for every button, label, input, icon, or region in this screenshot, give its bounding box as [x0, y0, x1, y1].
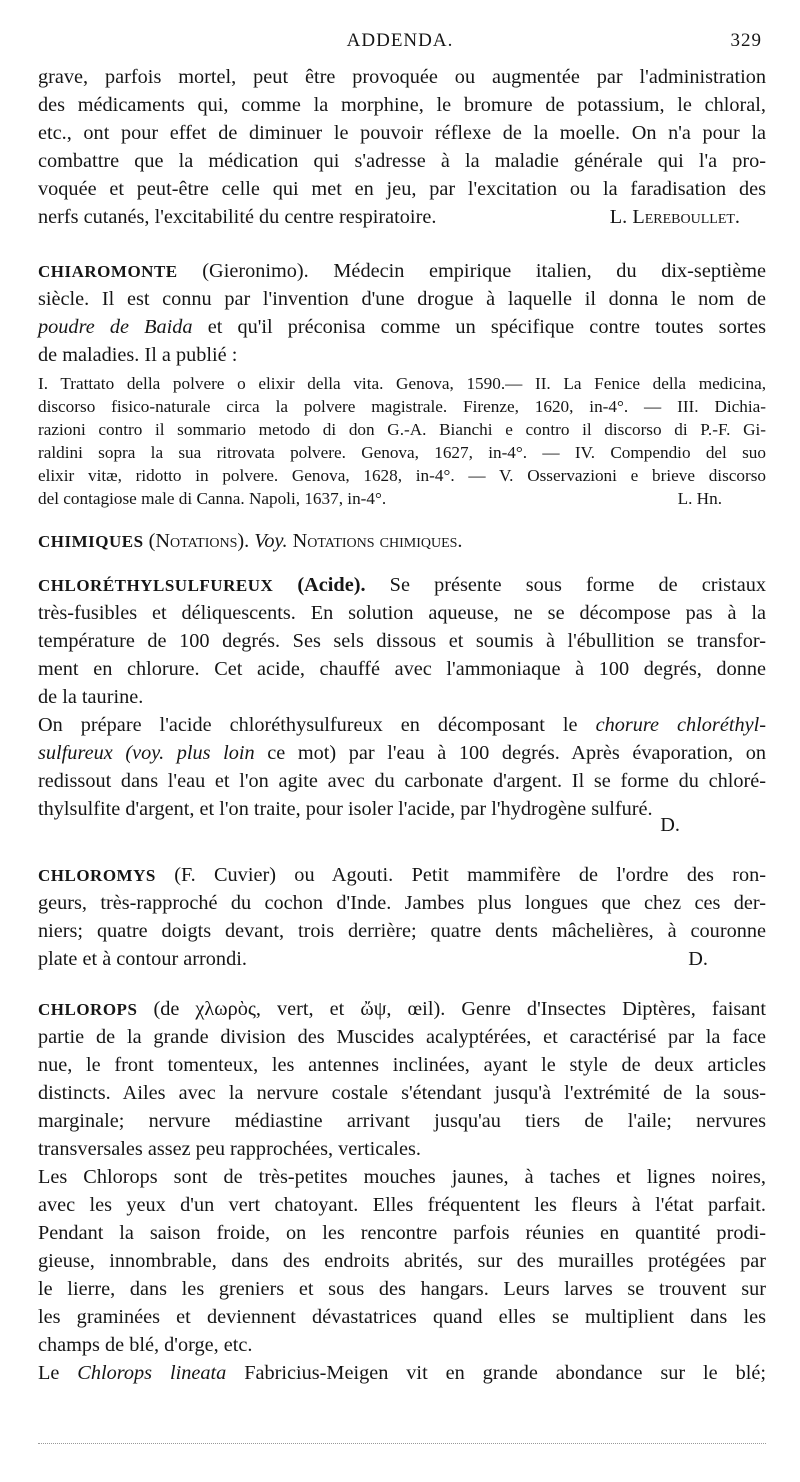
text-line: gieuse, innombrable, dans des endroits abrités, sur des murailles protégées par	[38, 1250, 766, 1272]
text-line: voquée et peut-être celle qui met en jeu, par l'excitation ou la faradisation des	[38, 178, 766, 200]
entry-first-line	[38, 572, 766, 599]
text-line: redissout dans l'eau et l'on agite avec du carbonate d'argent. Il se forme du chloré-	[38, 770, 766, 792]
bibliography-line: discorso fisico-naturale circa la polvere magistrale. Firenze, 1620, in-4°. — III. Dichia-	[38, 397, 766, 416]
text-span: (Notations).	[148, 530, 250, 552]
text-span: Fabricius-Meigen vit en grande abondance sur le blé;	[244, 1362, 766, 1384]
text-line: partie de la grande division des Muscides acalyptérées, et caractérisé par la face	[38, 1026, 766, 1048]
text-span: ce mot) par l'eau à 100 degrés. Après évaporation, on	[267, 742, 766, 764]
text-line: etc., ont pour effet de diminuer le pouvoir réflexe de la moelle. On n'a pour la	[38, 122, 766, 144]
entry-first-line	[38, 996, 766, 1023]
text-span: Le	[38, 1362, 60, 1384]
italic-term: (voy. plus loin	[125, 742, 255, 764]
text-line: des médicaments qui, comme la morphine, le bromure de potassium, le chloral,	[38, 94, 766, 116]
italic-term: Voy.	[254, 530, 288, 552]
text-line: très-fusibles et déliquescents. En solution aqueuse, ne se décompose pas à la	[38, 602, 766, 624]
text-line	[38, 314, 766, 341]
text-span: (Gieronimo). Médecin empirique italien, du dix-septième	[202, 260, 767, 282]
text-line: niers; quatre doigts devant, trois derrière; quatre dents mâchelières, à couronne	[38, 920, 766, 942]
author-signature: L. Lereboullet.	[609, 206, 740, 228]
italic-term: poudre de Baida	[38, 316, 193, 338]
text-line: marginale; nervure médiastine arrivant jusqu'au tiers de l'aile; nervures	[38, 1110, 766, 1132]
entry-headword: CHLOROMYS	[38, 866, 156, 885]
entry-first-line	[38, 258, 766, 285]
italic-term: sulfureux	[38, 742, 113, 764]
text-line: siècle. Il est connu par l'invention d'une drogue à laquelle il donna le nom de	[38, 288, 766, 310]
bibliography-line: razioni contro il sommario metodo di don G.-A. Bianchi e contro il discorso di P.-F. Gi-	[38, 420, 766, 439]
author-signature: D.	[688, 948, 708, 970]
text-line: Pendant la saison froide, on les rencontre parfois réunies en quantité prodi-	[38, 1222, 766, 1244]
bibliography-line	[38, 488, 766, 510]
text-line: champs de blé, d'orge, etc.	[38, 1334, 253, 1356]
text-line: le lierre, dans les greniers et sous des hangars. Leurs larves se trouvent sur	[38, 1278, 766, 1300]
author-signature: D.	[660, 814, 680, 836]
text-line: grave, parfois mortel, peut être provoquée ou augmentée par l'administration	[38, 66, 766, 88]
author-signature: L. Hn.	[677, 489, 722, 508]
text-line: thylsulfite d'argent, et l'on traite, pour isoler l'acide, par l'hydrogène sulfuré.	[38, 798, 653, 820]
text-line	[38, 946, 766, 973]
text-span: et qu'il préconisa comme un spécifique contre toutes sortes	[207, 316, 766, 338]
entry-first-line	[38, 862, 766, 889]
entry-headword: CHLOROPS	[38, 1000, 138, 1019]
page-number: 329	[730, 30, 762, 51]
text-line	[38, 740, 766, 767]
entry-headword: CHIMIQUES	[38, 532, 144, 551]
italic-term: chorure chloréthyl-	[595, 714, 766, 736]
text-line	[38, 204, 766, 231]
text-line: nue, le front tomenteux, les antennes inclinées, ayant le style de deux articles	[38, 1054, 766, 1076]
bibliography-line: I. Trattato della polvere o elixir della vita. Genova, 1590.— II. La Fenice della medicina,	[38, 374, 766, 393]
text-span: (F. Cuvier) ou Agouti. Petit mammifère de l'ordre des ron-	[174, 864, 766, 886]
text-line: avec les yeux d'un vert chatoyant. Elles fréquentent les fleurs à l'état parfait.	[38, 1194, 766, 1216]
page-header	[38, 30, 762, 56]
entry-first-line	[38, 528, 766, 555]
text-line: ment en chlorure. Cet acide, chauffé avec l'ammoniaque à 100 degrés, donne	[38, 658, 766, 680]
text-span: (Acide).	[297, 574, 366, 596]
text-span: del contagiose male di Canna. Napoli, 1637, in-4°.	[38, 489, 387, 508]
text-span: (de χλωρὸς, vert, et ὤψ, œil). Genre d'Insectes Diptères, faisant	[153, 998, 766, 1020]
entry-headword: CHIAROMONTE	[38, 262, 178, 281]
text-line: combattre que la médication qui s'adresse à la maladie générale qui l'a pro-	[38, 150, 766, 172]
text-line: température de 100 degrés. Ses sels dissous et soumis à l'ébullition se transfor-	[38, 630, 766, 652]
text-line: de maladies. Il a publié :	[38, 344, 238, 366]
text-span: On prépare l'acide chloréthysulfureux en décomposant le	[38, 714, 578, 736]
text-span: plate et à contour arrondi.	[38, 948, 247, 970]
entry-headword: CHLORÉTHYLSULFUREUX	[38, 576, 274, 595]
bibliography-line: raldini sopra la sua ritrovata polvere. Genova, 1627, in-4°. — IV. Compendio del suo	[38, 443, 766, 462]
text-line	[38, 1360, 766, 1387]
cross-reference: Notations chimiques.	[292, 530, 463, 552]
text-line	[38, 812, 766, 839]
text-span: Se présente sous forme de cristaux	[389, 574, 766, 596]
text-span: nerfs cutanés, l'excitabilité du centre respiratoire.	[38, 206, 437, 228]
text-line	[38, 712, 766, 739]
bibliography-line: elixir vitæ, ridotto in polvere. Genova, 1628, in-4°. — V. Osservazioni e brieve discorso	[38, 466, 766, 485]
text-line: de la taurine.	[38, 686, 144, 708]
running-title: ADDENDA.	[346, 30, 454, 51]
text-line: les graminées et deviennent dévastatrices quand elles se multiplient dans les	[38, 1306, 766, 1328]
text-line: distincts. Ailes avec la nervure costale s'étendant jusqu'à l'extrémité de la sous-	[38, 1082, 766, 1104]
footer-rule	[38, 1443, 766, 1445]
italic-term: Chlorops lineata	[77, 1362, 227, 1384]
text-line: transversales assez peu rapprochées, verticales.	[38, 1138, 421, 1160]
text-line: geurs, très-rapproché du cochon d'Inde. Jambes plus longues que chez ces der-	[38, 892, 766, 914]
text-line: Les Chlorops sont de très-petites mouches jaunes, à taches et lignes noires,	[38, 1166, 766, 1188]
